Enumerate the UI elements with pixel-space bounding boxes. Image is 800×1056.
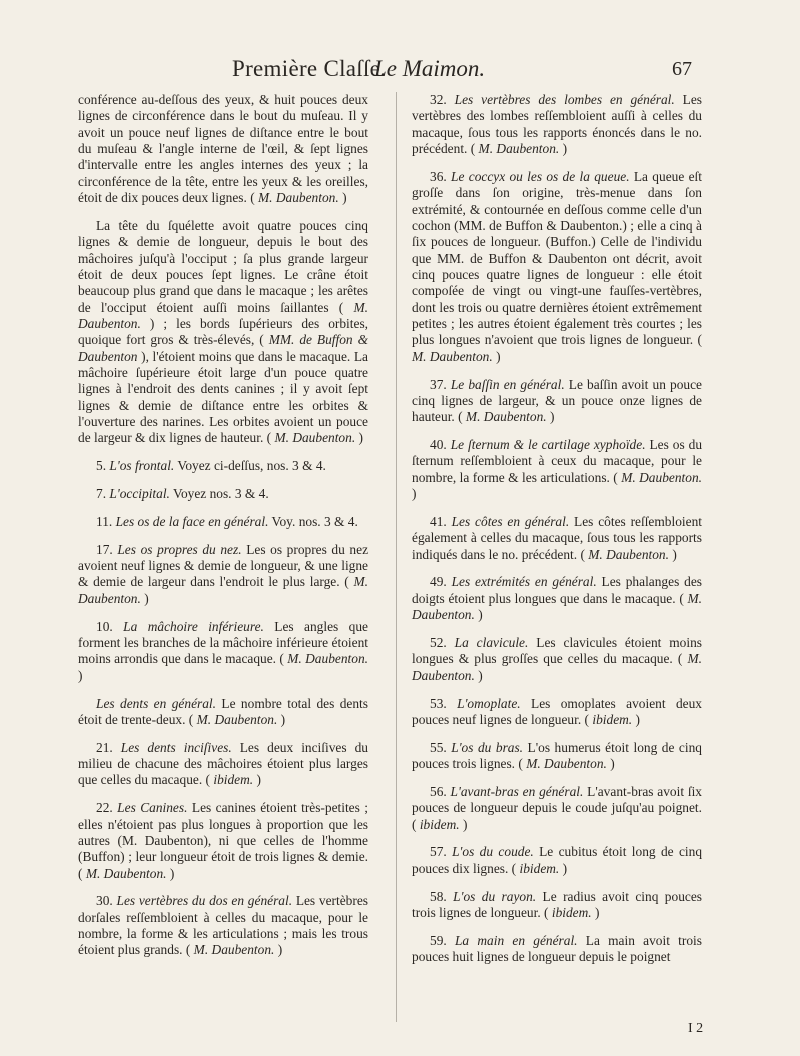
paragraph [78, 458, 368, 474]
article-heading: Le baſſin en général. [450, 376, 565, 392]
article-heading: Les côtes en général. [451, 513, 570, 529]
citation: ( M. Daubenton. ) [454, 409, 555, 425]
citation: ( M. Daubenton. ) [182, 942, 283, 958]
paragraph [78, 893, 368, 958]
citation-author: M. Daubenton. [478, 141, 560, 157]
citation: ( M. Daubenton. ) [577, 546, 677, 562]
citation-author: M. Daubenton. [78, 299, 369, 331]
article-text: ; les bords ſupérieurs des orbites, quoique fort gros & très-élevés, [78, 315, 368, 348]
right-column [412, 92, 702, 977]
article-heading: L'avant-bras en général. [450, 783, 584, 799]
article-number: 7. [96, 486, 110, 502]
article-text: Voy. nos. 3 & 4. [271, 513, 358, 529]
citation: ( ibidem. ) [202, 772, 261, 788]
citation: ( M. Daubenton. ) [412, 590, 703, 623]
article-heading: Les dents en général. [96, 695, 216, 711]
citation: ( M. Daubenton. ) [467, 141, 568, 157]
article-number: 59. [430, 932, 455, 948]
citation-author: M. Daubenton. [465, 409, 547, 425]
article-text: Les côtes reſſembloient également à celles du macaque, ſous tous les rapports indiqués dans le no. précédent. [412, 513, 702, 562]
citation-author: M. Daubenton. [412, 590, 703, 623]
article-heading: Les os propres du nez. [117, 541, 242, 557]
paragraph [412, 696, 702, 729]
citation-author: M. Daubenton. [196, 711, 278, 727]
paragraph [78, 218, 368, 447]
article-number: 49. [430, 574, 452, 590]
article-heading: La mâchoire inférieure. [123, 618, 264, 634]
article-number: 5. [96, 458, 110, 474]
article-text: Les os du ſternum reſſembloient à ceux du macaque, pour le nombre, la forme & les articulations. [412, 437, 703, 485]
citation: ( M. Daubenton. ) [412, 651, 702, 683]
paragraph [78, 696, 368, 729]
page-title: Le Maimon. [374, 56, 486, 81]
left-column [78, 92, 368, 970]
citation: ( ibidem. ) [508, 860, 568, 876]
article-text: Le nombre total des dents étoit de trente-deux. [78, 695, 368, 727]
paragraph [412, 169, 702, 365]
citation: ( ibidem. ) [540, 904, 600, 920]
article-number: 57. [430, 844, 453, 860]
article-heading: Les os de la face en général. [115, 513, 269, 529]
article-heading: L'os du bras. [451, 739, 524, 755]
article-heading: L'omoplate. [457, 695, 521, 711]
citation: ( M. Daubenton. ) [412, 469, 702, 502]
citation: ( M. Daubenton. ) [78, 299, 369, 331]
paragraph [412, 574, 702, 623]
article-number: 55. [430, 739, 452, 755]
article-text: La main avoit trois pouces huit lignes de longueur depuis le poignet [412, 932, 702, 965]
citation-author: M. Daubenton. [588, 546, 669, 562]
citation-author: M. Daubenton. [412, 651, 702, 683]
paragraph [412, 933, 702, 966]
paragraph [412, 740, 702, 773]
citation-author: M. Daubenton. [621, 469, 702, 485]
signature-mark: I 2 [688, 1021, 704, 1036]
article-number: 41. [430, 513, 452, 529]
article-heading: L'os frontal. [109, 458, 175, 474]
article-heading: Le ſternum & le cartilage xyphoïde. [450, 437, 646, 453]
article-number: 52. [430, 634, 455, 650]
column-divider [396, 92, 397, 1022]
citation: ( M. Daubenton. ) [246, 190, 347, 206]
citation-author: M. Daubenton. [526, 756, 607, 772]
citation-author: M. Daubenton. [193, 942, 275, 958]
article-text: conférence au-deſſous des yeux, & huit pouces deux lignes de circonférence dans le bout du muſeau. Il y avoit un pouce neuf lignes de diſtance entre le bout du muſeau & l'angle interne de l'œil, & ſept lignes d'intervalle entre les angles internes des yeux ; la circonférence de la tête, entre les yeux & les oreilles, étoit de dix pouces deux lignes. [78, 92, 368, 206]
article-text: Les canines étoient très-petites ; elles n'étoient pas plus longues à proportion que les autres (M. Daubenton), ni que celles de l'homme (Buffon) ; leur longueur étoit de trois lignes & demie. [78, 800, 368, 865]
article-text: La tête du ſquélette avoit quatre pouces cinq lignes & demie de longueur, depuis le bout des mâchoires juſqu'à l'occiput ; ſa plus grande largeur étoit de deux pouces ſept lignes. Le crâne étoit beaucoup plus grand que dans le macaque ; les arêtes de l'occiput étoient auſſi moins ſaillantes [78, 217, 368, 315]
citation: ( M. Daubenton. ) [412, 332, 702, 364]
citation-author: ibidem. [592, 711, 633, 727]
article-text: Les clavicules étoient moins longues & plus groſſes que celles du macaque. [412, 634, 702, 667]
running-head: Première Claſſe. [232, 56, 387, 81]
article-text: Le cubitus étoit long de cinq pouces dix lignes. [412, 844, 703, 876]
article-text: Les vertèbres dorſales reſſembloient à celles du macaque, pour le nombre, la forme & les articulations ; mais les trous étoient plus grands. [78, 893, 368, 958]
article-text: L'avant-bras avoit ſix pouces de longueur depuis le coude juſqu'au poignet. [412, 783, 702, 816]
article-heading: Les extrémités en général. [451, 574, 597, 590]
article-number: 37. [430, 376, 451, 392]
article-text: , l'étoient moins que dans le macaque. La mâchoire ſupérieure étoit large d'un pouce quatre lignes à l'endroit des dents canines ; il y avoit ſept lignes & demie de diſtance entre les orbites & l'ouverture des narines. Les orbites avoient un pouce de largeur & dix lignes de hauteur. [78, 348, 368, 446]
article-heading: Les vertèbres des lombes en général. [454, 92, 675, 107]
paragraph [412, 92, 702, 157]
article-text: L'os humerus étoit long de cinq pouces trois lignes. [412, 739, 702, 772]
article-text: Les phalanges des doigts étoient plus longues que dans le macaque. [412, 574, 702, 606]
article-text: La queue eſt groſſe dans ſon origine, très-menue dans ſon extrémité, & contournée en deſſous comme celle d'un cochon (MM. de Buffon & Daubenton.) ; elle a cinq à ſix pouces de longueur. (Buffon.) Celle de l'individu que MM. de Buffon & Daubenton ont décrit, avoit cinq pouces quatre lignes de longueur : elle étoit compoſée de vingt ou vingt-une fauſſes-vertèbres, dont les trois ou quatre dernières étoient extrêmement petites ; les autres étoient également très courtes ; les plus longues n'avoient que trois lignes de longueur. [412, 168, 702, 348]
article-number: 56. [430, 783, 451, 799]
paragraph [412, 377, 702, 426]
paragraph [78, 514, 368, 530]
citation: ( M. Daubenton. ) [78, 574, 368, 606]
article-text: Les deux inciſives du milieu de chacune des mâchoires étoient plus larges que celles du macaque. [78, 739, 368, 788]
citation-author: ibidem. [551, 904, 592, 920]
page-number: 67 [672, 58, 692, 80]
citation-author: M. Daubenton. [412, 348, 493, 364]
citation: ( M. Daubenton. ) [515, 756, 615, 772]
article-text: Les omoplates avoient deux pouces neuf lignes de longueur. [412, 695, 702, 727]
citation-author: M. Daubenton. [274, 430, 356, 446]
article-heading: L'os du rayon. [453, 888, 537, 904]
citation-author: M. Daubenton. [258, 190, 339, 206]
citation-author: M. Daubenton. [85, 865, 167, 881]
article-heading: L'occipital. [109, 486, 170, 502]
article-heading: Les vertèbres du dos en général. [116, 893, 293, 909]
citation-author: ibidem. [419, 816, 460, 832]
page-header [0, 52, 800, 86]
citation-author: M. Daubenton. [78, 574, 368, 606]
paragraph [412, 844, 702, 877]
article-number: 40. [430, 437, 451, 453]
article-number: 21. [96, 739, 121, 755]
paragraph [78, 542, 368, 607]
article-heading: Le coccyx ou les os de la queue. [451, 168, 630, 184]
citation: ( M. Daubenton. ) [263, 430, 363, 446]
article-text: Le baſſin avoit un pouce cinq lignes de largeur, & un pouce onze lignes de hauteur. [412, 376, 702, 425]
article-text: Les vertèbres des lombes reſſembloient auſſi à celles du macaque, ſous tous les rapports énoncés dans le no. précédent. [412, 92, 702, 157]
paragraph [78, 486, 368, 502]
citation: ( MM. de Buffon & Daubenton ) [78, 332, 368, 364]
citation-author: MM. de Buffon & Daubenton [78, 332, 368, 364]
article-number: 53. [430, 695, 458, 711]
citation: ( ibidem. ) [412, 816, 468, 832]
citation: ( ibidem. ) [581, 711, 640, 727]
article-number: 10. [96, 618, 124, 634]
article-text: Les os propres du nez avoient neuf lignes & demie de longueur, & une ligne & demie de largeur dans l'endroit le plus large. [78, 541, 369, 590]
article-number: 32. [430, 92, 455, 107]
paragraph [412, 635, 702, 684]
article-text: Voyez nos. 3 & 4. [173, 486, 269, 502]
paragraph [412, 437, 702, 502]
article-number: 36. [430, 168, 452, 184]
citation-author: ibidem. [519, 860, 560, 876]
article-heading: La clavicule. [454, 634, 529, 650]
citation: ( M. Daubenton. ) [78, 865, 175, 881]
citation-author: ibidem. [213, 772, 254, 788]
article-text: Voyez ci-deſſus, nos. 3 & 4. [177, 458, 326, 474]
paragraph [412, 784, 702, 833]
citation: ( M. Daubenton. ) [185, 711, 286, 727]
article-number: 30. [96, 893, 117, 909]
article-number: 17. [96, 541, 118, 557]
article-number: 11. [96, 513, 116, 529]
article-number: 58. [430, 888, 454, 904]
article-heading: La main en général. [454, 932, 578, 948]
article-number: 22. [96, 800, 118, 816]
article-heading: Les dents inciſives. [120, 739, 232, 755]
paragraph [78, 619, 368, 684]
citation-author: M. Daubenton. [287, 651, 368, 667]
paragraph [78, 800, 368, 882]
article-heading: L'os du coude. [452, 844, 534, 860]
paragraph [78, 740, 368, 789]
paragraph [412, 514, 702, 563]
paragraph [412, 889, 702, 922]
article-text: Le radius avoit cinq pouces trois lignes de longueur. [412, 888, 702, 920]
article-heading: Les Canines. [117, 800, 188, 816]
paragraph [78, 92, 368, 206]
citation: ( M. Daubenton. ) [78, 651, 368, 683]
article-text: Les angles que forment les branches de la mâchoire inférieure étoient moins arrondis que dans le macaque. [78, 618, 368, 667]
